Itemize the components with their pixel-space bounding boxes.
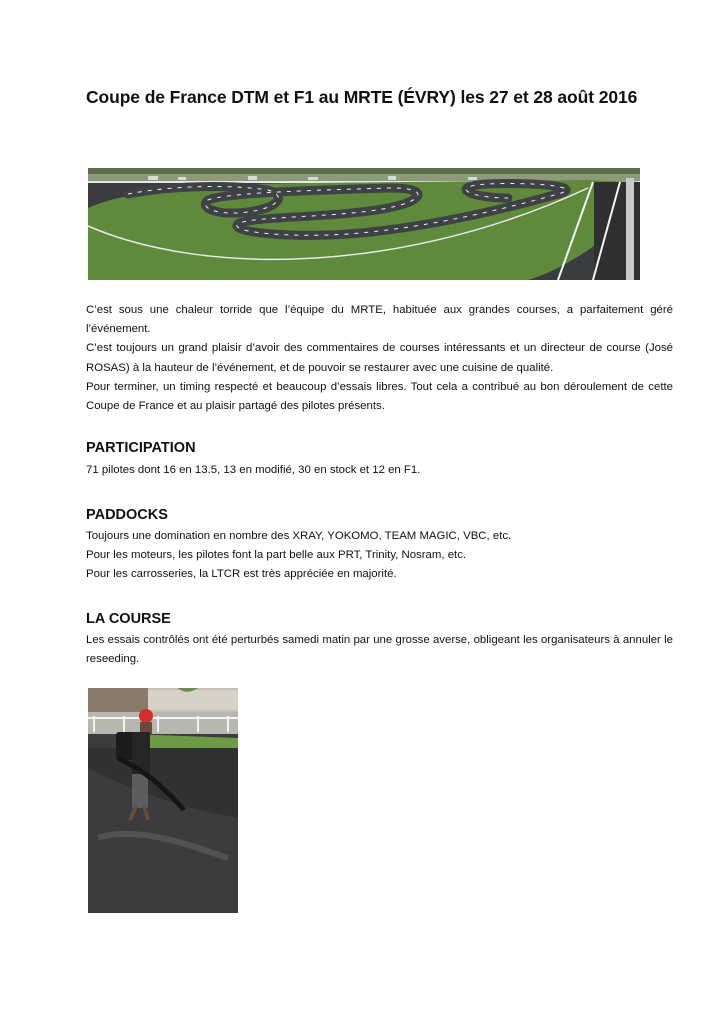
participation-heading: PARTICIPATION	[86, 440, 196, 456]
intro-sentence-3: Pour terminer, un timing respecté et beaucoup d’essais libres. Tout cela a contribué au bon déroulement de cette Coupe de France et au plaisir partagé des pilotes présents.	[86, 380, 673, 413]
intro-paragraph	[86, 301, 673, 416]
track-panorama-photo	[88, 168, 640, 280]
page-title: Coupe de France DTM et F1 au MRTE (ÉVRY) les 27 et 28 août 2016	[86, 87, 638, 107]
intro-sentence-2: C’est toujours un grand plaisir d’avoir des commentaires de courses intéressants et un directeur de course (José ROSAS) à la hauteur de l’événement, et de pouvoir se restaurer avec une cuisine de qualité.	[86, 342, 673, 374]
participation-text: 71 pilotes dont 16 en 13.5, 13 en modifié, 30 en stock et 12 en F1.	[86, 464, 421, 476]
course-heading: LA COURSE	[86, 611, 171, 627]
paddocks-line-3: Pour les carrosseries, la LTCR est très appréciée en majorité.	[86, 568, 397, 581]
paddocks-text	[86, 527, 673, 585]
paddocks-line-2: Pour les moteurs, les pilotes font la part belle aux PRT, Trinity, Nosram, etc.	[86, 549, 467, 562]
course-text: Les essais contrôlés ont été perturbés samedi matin par une grosse averse, obligeant les organisateurs à annuler le reseeding.	[86, 634, 673, 666]
leaf-blower-photo	[88, 688, 238, 913]
intro-sentence-1: C’est sous une chaleur torride que l’équipe du MRTE, habituée aux grandes courses, a parfaitement géré l’événement.	[86, 304, 673, 336]
paddocks-heading: PADDOCKS	[86, 507, 168, 523]
paddocks-line-1: Toujours une domination en nombre des XRAY, YOKOMO, TEAM MAGIC, VBC, etc.	[86, 530, 512, 542]
